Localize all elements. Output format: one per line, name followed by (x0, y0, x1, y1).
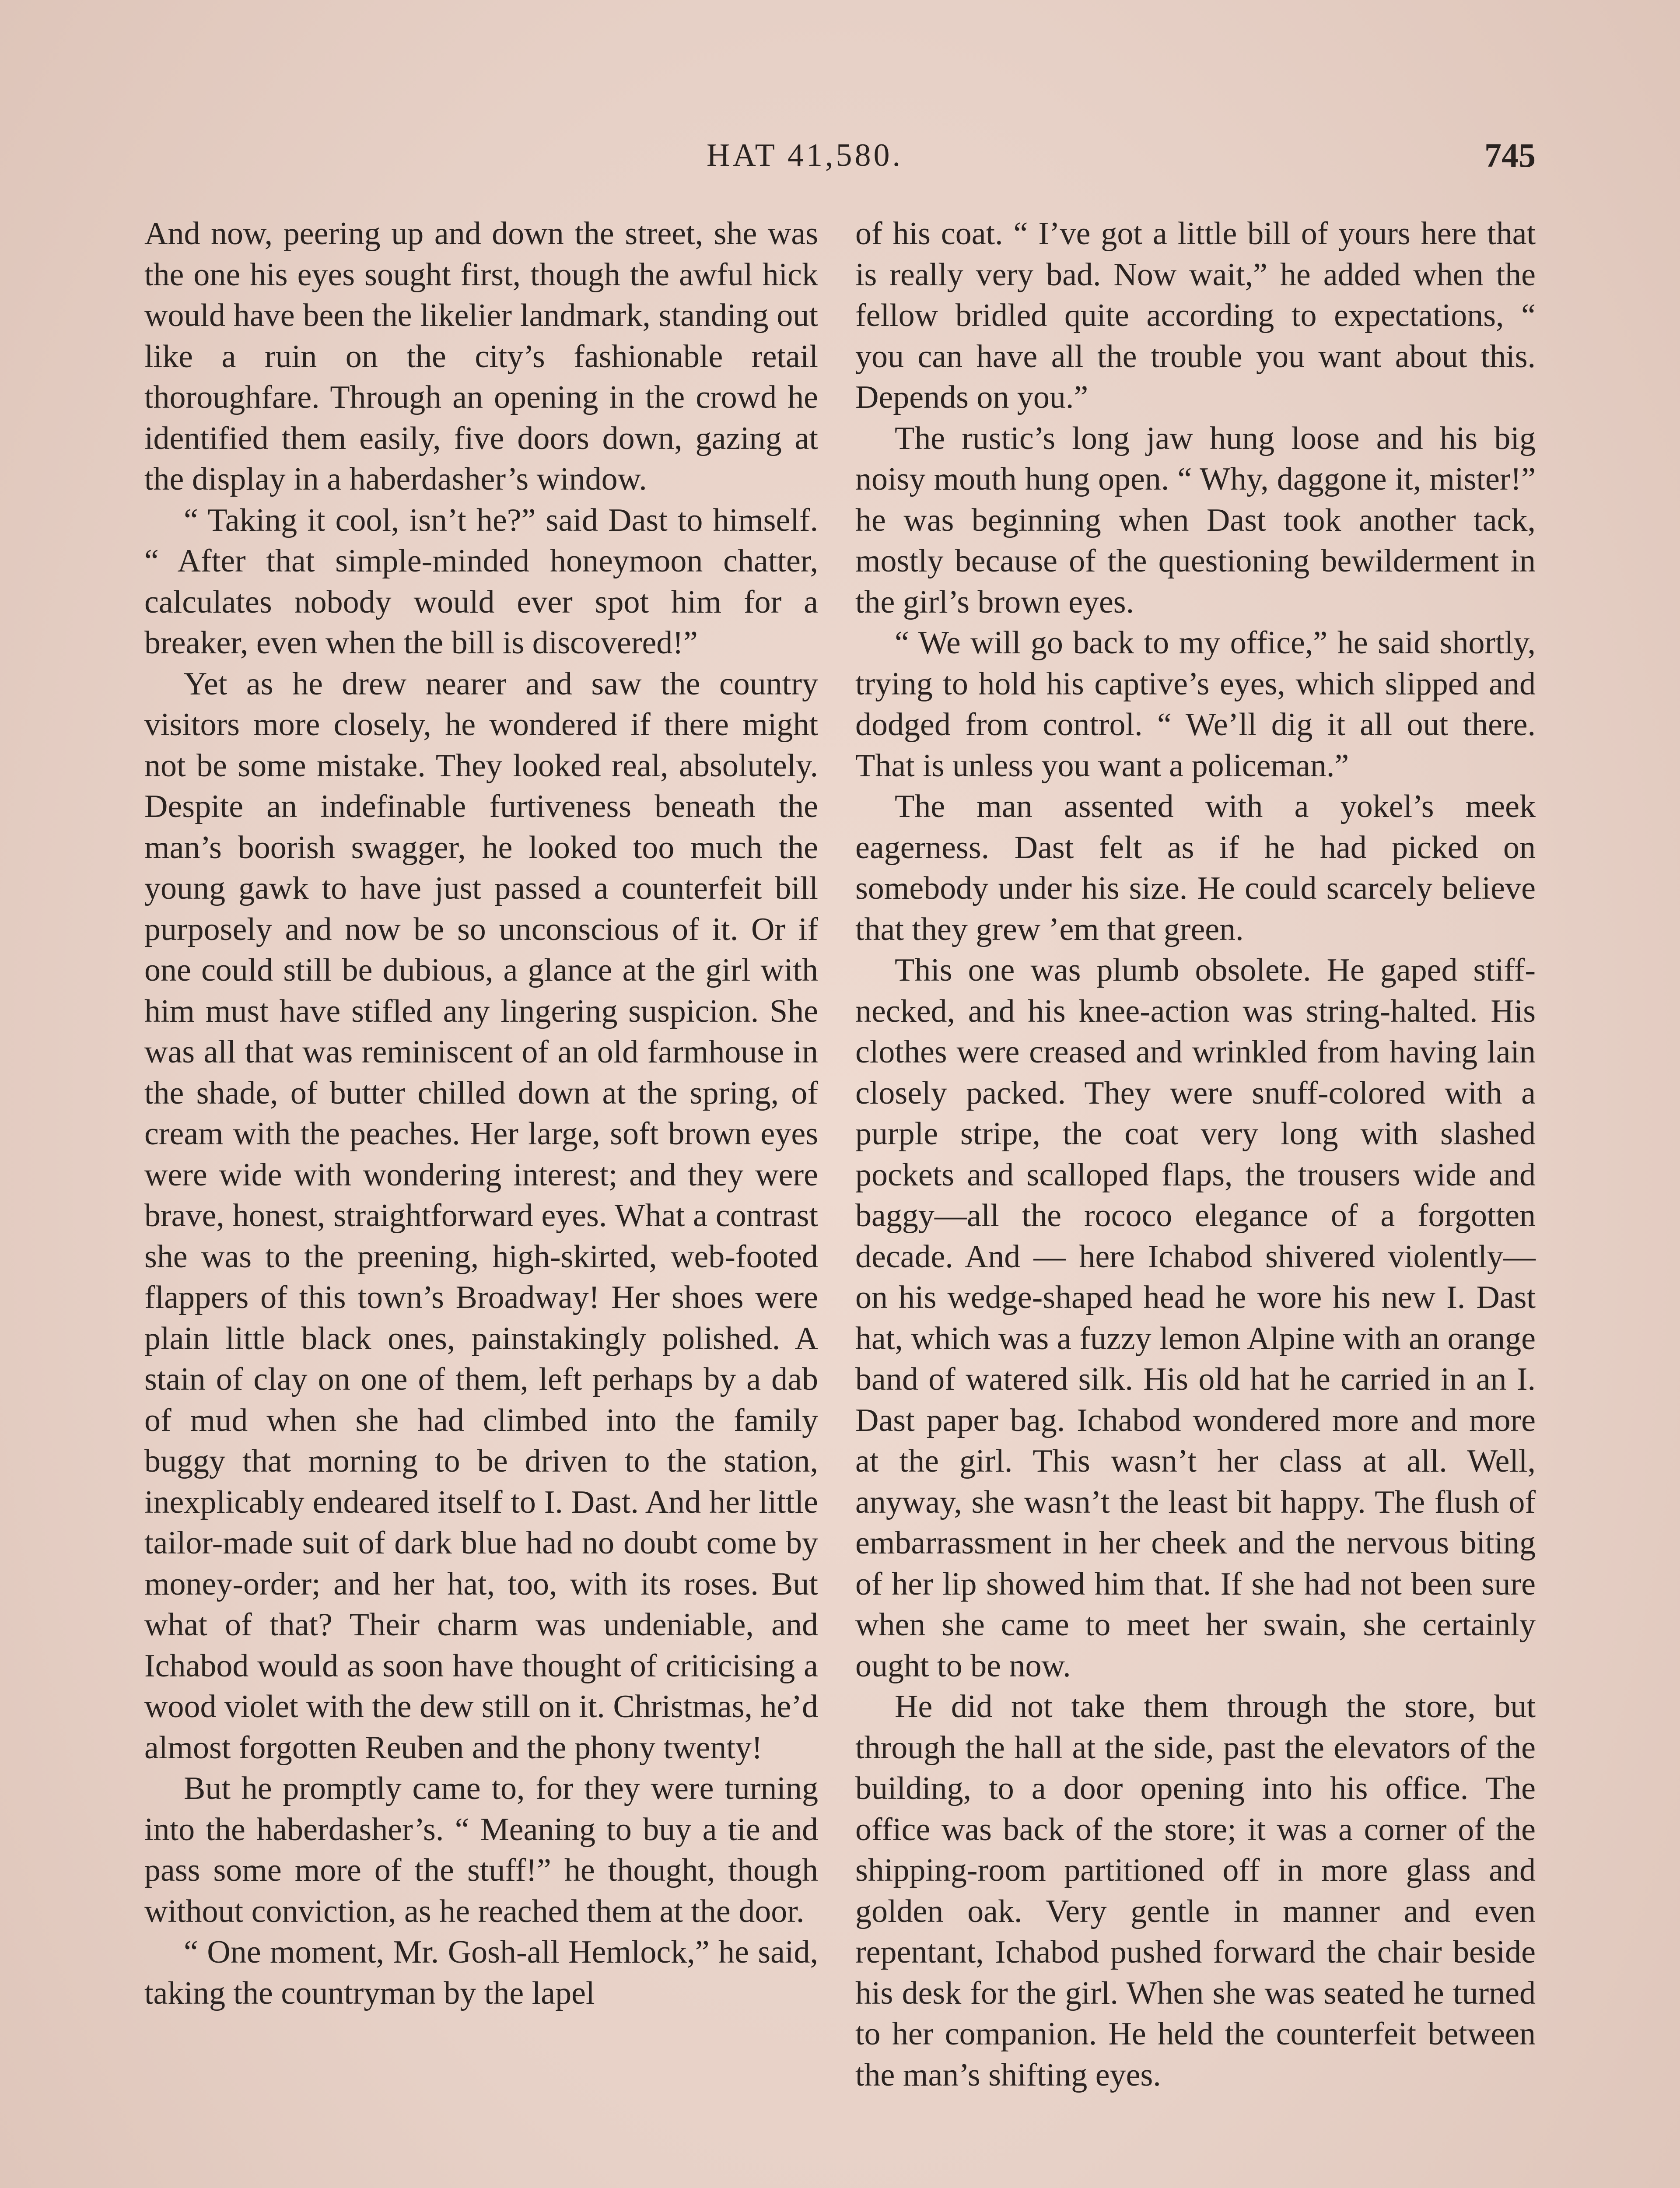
paragraph: He did not take them through the store, but through the hall at the side, past the elevators of the building, to a door opening into his office. The office was back of the store; it was a corner of the shipping-room partitioned off in more glass and golden oak. Very gentle in manner and even repentant, Ichabod pushed forward the chair beside his desk for the girl. When she was seated he turned to her companion. He held the counterfeit between the man’s shifting eyes. (855, 1689, 1536, 2093)
left-column (144, 214, 818, 2014)
page-header (144, 131, 1536, 179)
paragraph: of his coat. “ I’ve got a little bill of yours here that is really very bad. Now wait,” he added when the fellow bridled quite according to expectations, “ you can have all the trouble you want about this. Depends on you.” (855, 216, 1536, 415)
paragraph: This one was plumb obsolete. He gaped stiff-necked, and his knee-action was string-halted. His clothes were creased and wrinkled from having lain closely packed. They were snuff-colored with a purple stripe, the coat very long with slashed pockets and scalloped flaps, the trousers wide and baggy—all the rococo elegance of a forgotten decade. And — here Ichabod shivered violently—on his wedge-shaped head he wore his new I. Dast hat, which was a fuzzy lemon Alpine with an orange band of watered silk. His old hat he carried in an I. Dast paper bag. Ichabod wondered more and more at the girl. This wasn’t her class at all. Well, anyway, she wasn’t the least bit happy. The flush of embarrassment in her cheek and the nervous biting of her lip showed him that. If she had not been sure when she came to meet her swain, she certainly ought to be now. (855, 952, 1536, 1684)
page-number: 745 (1484, 136, 1536, 174)
paragraph: “ We will go back to my office,” he said shortly, trying to hold his captive’s eyes, which slipped and dodged from control. “ We’ll dig it all out there. That is unless you want a policeman.” (855, 625, 1536, 784)
paragraph: “ One moment, Mr. Gosh-all Hemlock,” he said, taking the countryman by the lapel (144, 1934, 818, 2011)
paragraph: The rustic’s long jaw hung loose and his big noisy mouth hung open. “ Why, daggone it, mister!” he was beginning when Dast took another tack, mostly because of the questioning bewilderment in the girl’s brown eyes. (855, 420, 1536, 620)
paragraph: Yet as he drew nearer and saw the country visitors more closely, he wondered if there might not be some mistake. They looked real, absolutely. Despite an indefinable furtiveness beneath the man’s boorish swagger, he looked too much the young gawk to have just passed a counterfeit bill purposely and now be so unconscious of it. Or if one could still be dubious, a glance at the girl with him must have stifled any lingering suspicion. She was all that was reminiscent of an old farmhouse in the shade, of butter chilled down at the spring, of cream with the peaches. Her large, soft brown eyes were wide with wondering interest; and they were brave, honest, straightforward eyes. What a contrast she was to the preening, high-skirted, web-footed flappers of this town’s Broadway! Her shoes were plain little black ones, painstakingly polished. A stain of clay on one of them, left perhaps by a dab of mud when she had climbed into the family buggy that morning to be driven to the station, inexplicably endeared itself to I. Dast. And her little tailor-made suit of dark blue had no doubt come by money-order; and her hat, too, with its roses. But what of that? Their charm was undeniable, and Ichabod would as soon have thought of criticising a wood violet with the dew still on it. Christmas, he’d almost forgotten Reuben and the phony twenty! (144, 666, 818, 1766)
running-head: HAT 41,580. (707, 137, 903, 173)
right-column (855, 214, 1536, 2096)
paragraph: And now, peering up and down the street, she was the one his eyes sought first, though the awful hick would have been the likelier landmark, standing out like a ruin on the city’s fashionable retail thoroughfare. Through an opening in the crowd he identified them easily, five doors down, gazing at the display in a haberdasher’s window. (144, 216, 818, 497)
paragraph: “ Taking it cool, isn’t he?” said Dast to himself. “ After that simple-minded honeymoon chatter, calculates nobody would ever spot him for a breaker, even when the bill is discovered!” (144, 502, 818, 661)
paragraph: The man assented with a yokel’s meek eagerness. Dast felt as if he had picked on somebody under his size. He could scarcely believe that they grew ’em that green. (855, 789, 1536, 947)
paragraph: But he promptly came to, for they were turning into the haberdasher’s. “ Meaning to buy a tie and pass some more of the stuff!” he thought, though without conviction, as he reached them at the door. (144, 1771, 818, 1929)
